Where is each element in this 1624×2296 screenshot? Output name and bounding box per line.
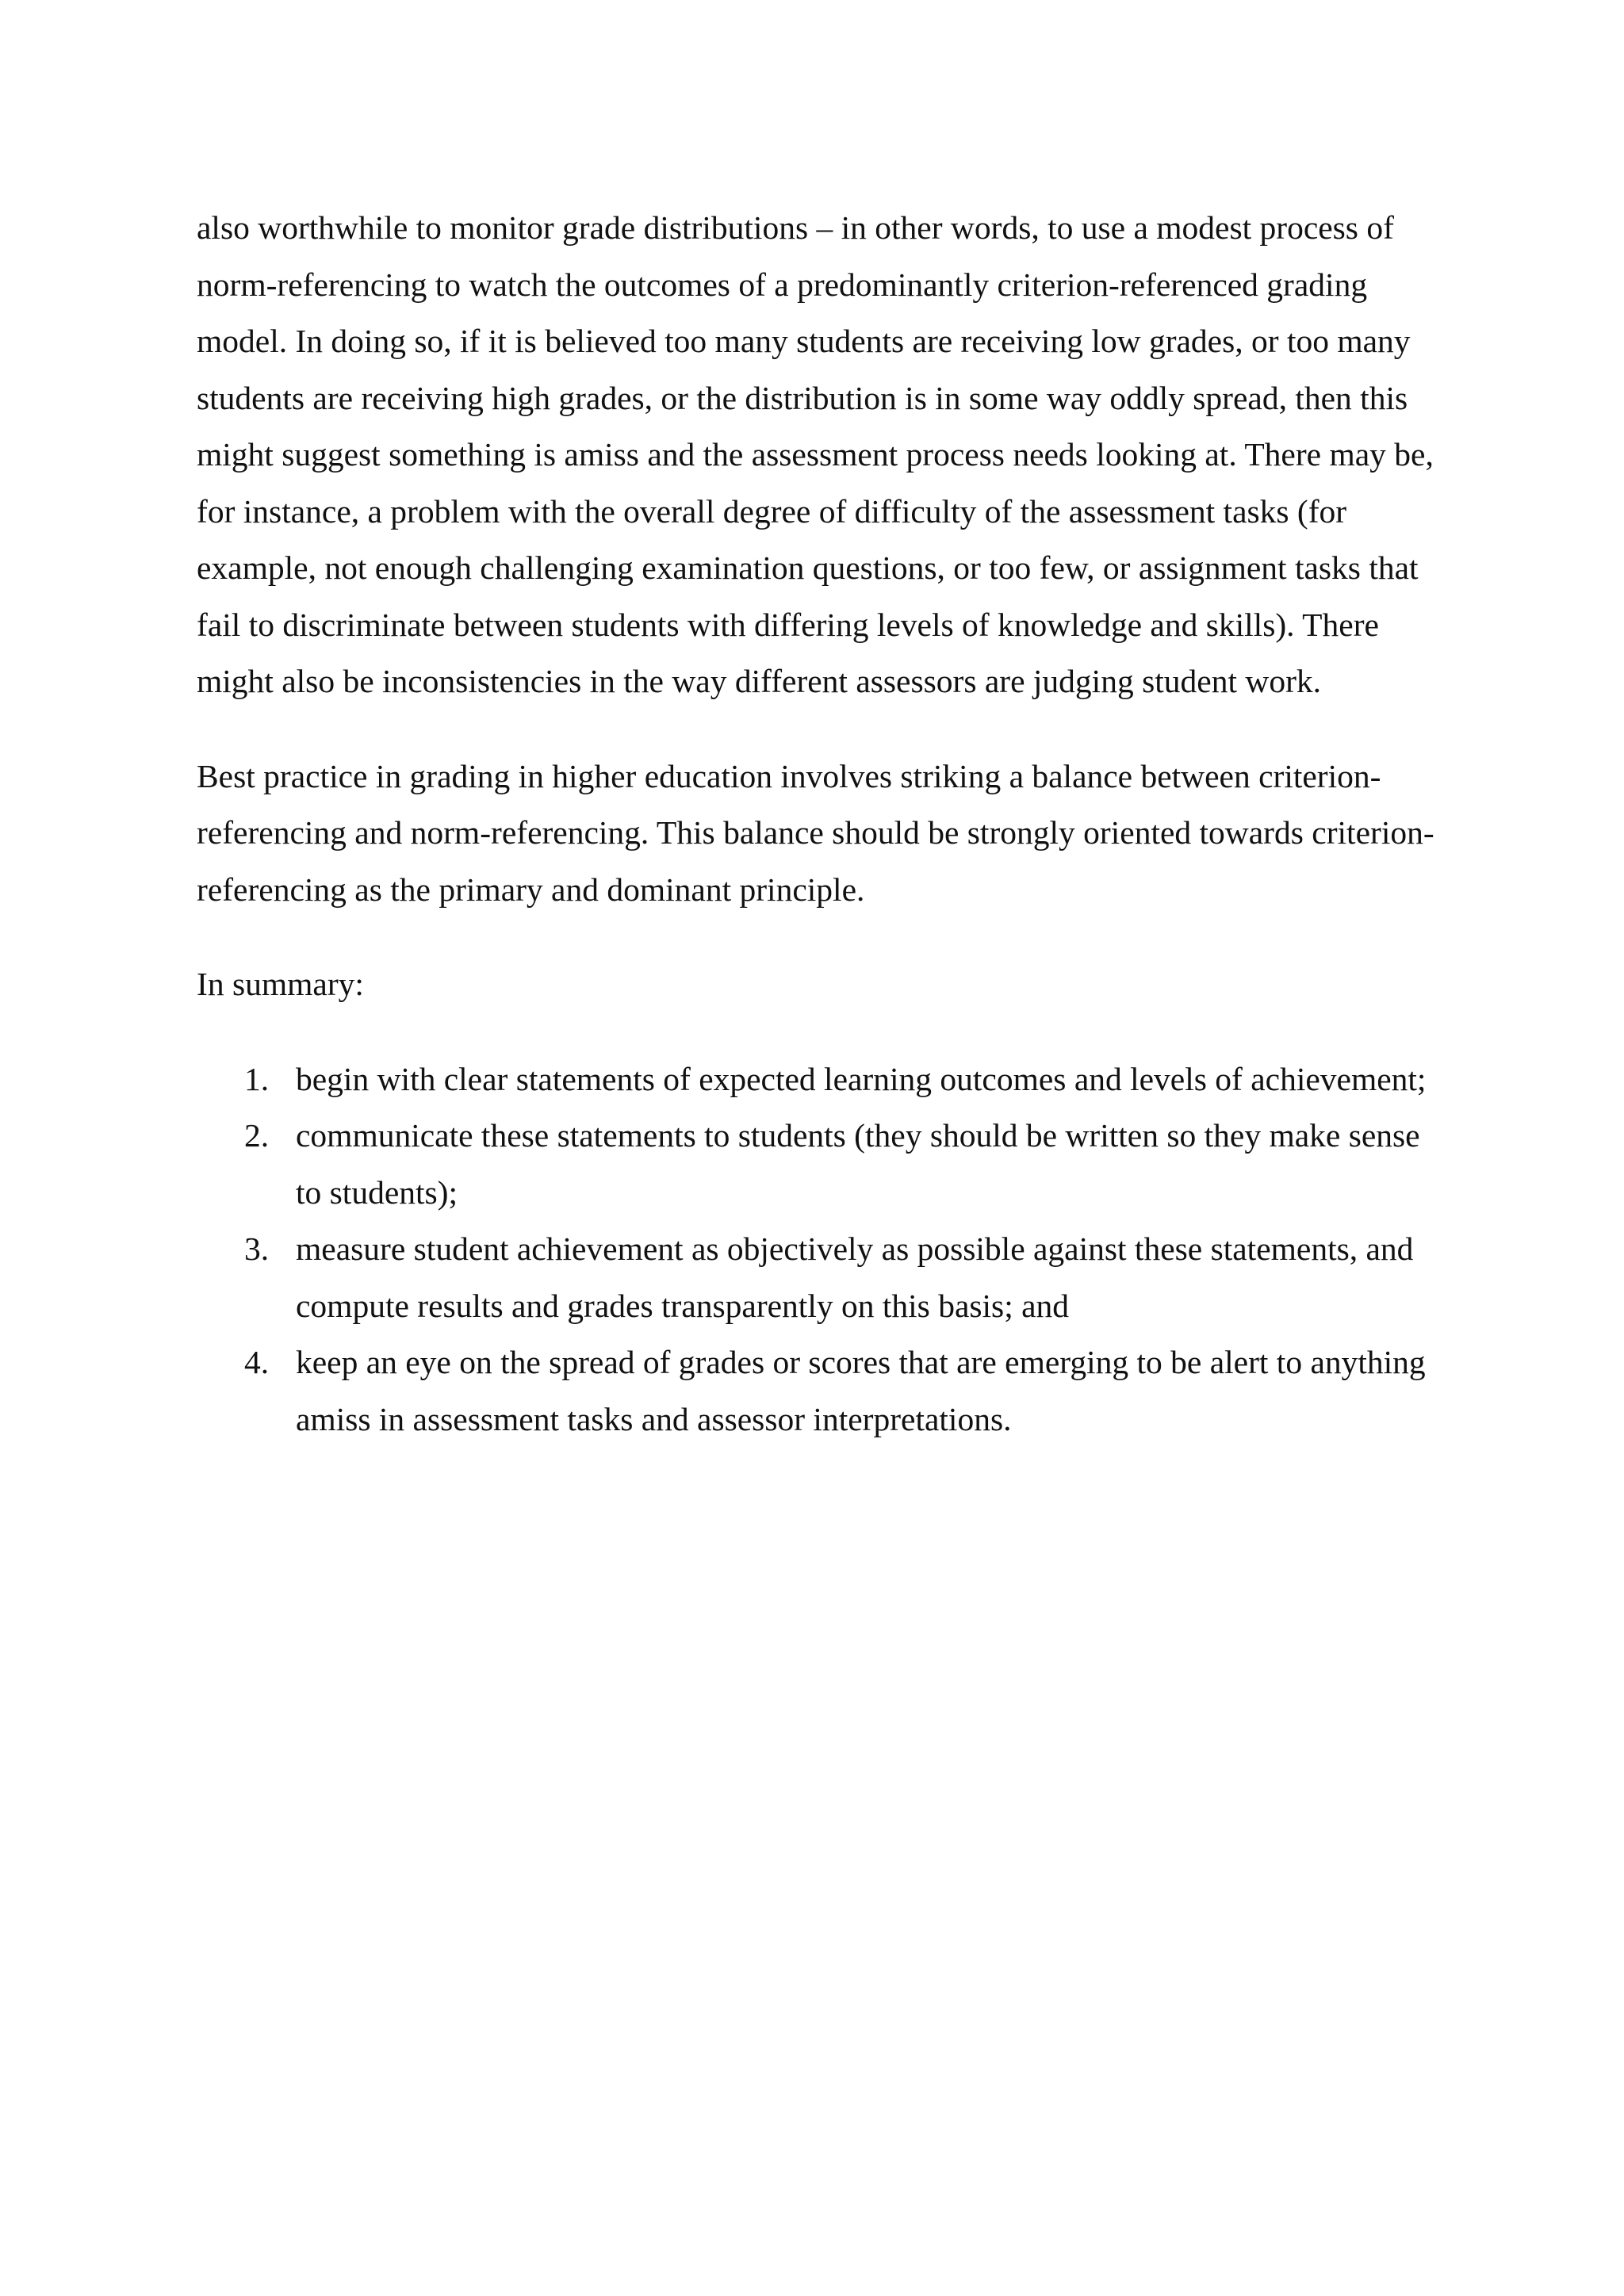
list-item-number: 4. <box>244 1344 270 1380</box>
list-item <box>197 1334 1450 1448</box>
list-item-number: 1. <box>244 1060 270 1097</box>
list-item-text: measure student achievement as objectively as possible against these statements, and compute results and grades transparently on this basis; and <box>296 1230 1414 1324</box>
list-item <box>197 1108 1450 1221</box>
paragraph-best-practice: Best practice in grading in higher education involves striking a balance between criterion-referencing and norm-referencing. This balance should be strongly oriented towards criterion-referencing as the primary and dominant principle. <box>197 757 1434 908</box>
list-item-number: 2. <box>244 1117 270 1154</box>
page-body <box>197 200 1450 1448</box>
list-item-text: begin with clear statements of expected learning outcomes and levels of achievement; <box>296 1060 1427 1097</box>
list-item <box>197 1221 1450 1334</box>
list-item-number: 3. <box>244 1230 270 1267</box>
list-item-text: keep an eye on the spread of grades or scores that are emerging to be alert to anything amiss in assessment tasks and assessor interpretations. <box>296 1344 1426 1437</box>
list-item-text: communicate these statements to students (they should be written so they make sense to students); <box>296 1117 1420 1211</box>
list-item <box>197 1051 1450 1108</box>
summary-intro: In summary: <box>197 966 364 1002</box>
paragraph-grade-distributions: also worthwhile to monitor grade distributions – in other words, to use a modest process of norm-referencing to watch the outcomes of a predominantly criterion-referenced grading model. In doing so, if it is believed too many students are receiving low grades, or too many students are receiving high grades, or the distribution is in some way oddly spread, then this might suggest something is amiss and the assessment process needs looking at. There may be, for instance, a problem with the overall degree of difficulty of the assessment tasks (for example, not enough challenging examination questions, or too few, or assignment tasks that fail to discriminate between students with differing levels of knowledge and skills). There might also be inconsistencies in the way different assessors are judging student work. <box>197 209 1434 699</box>
summary-list <box>197 1051 1450 1448</box>
